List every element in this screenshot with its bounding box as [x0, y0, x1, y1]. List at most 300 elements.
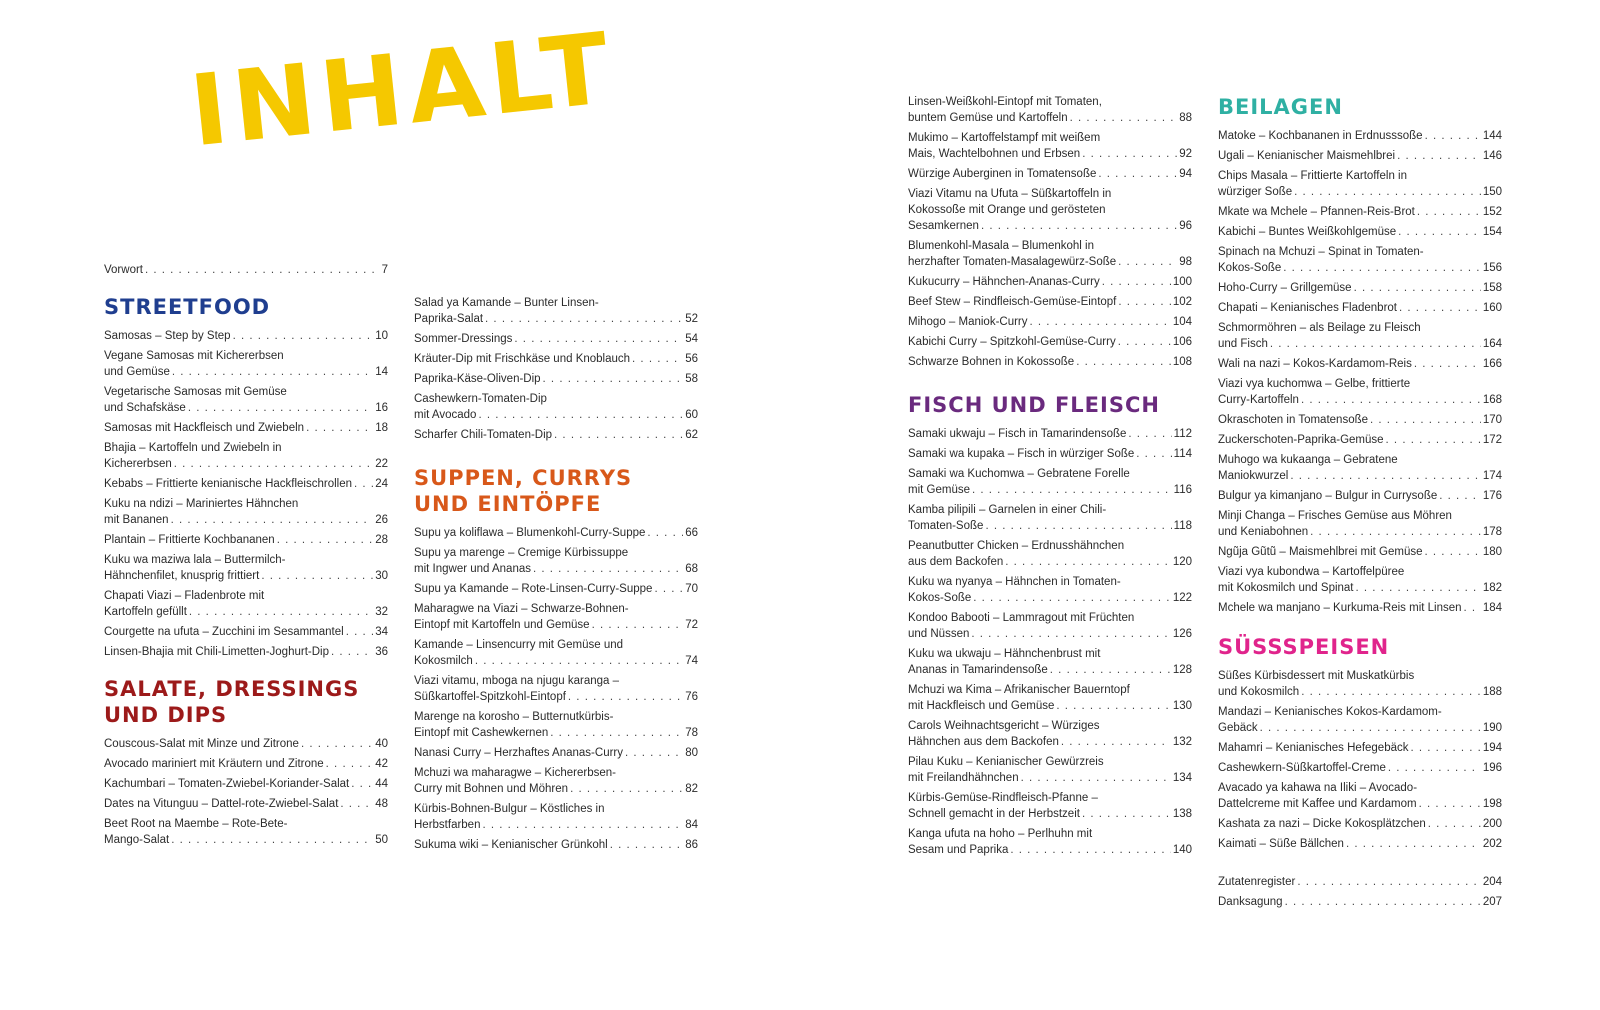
page-number: 132	[1172, 736, 1192, 748]
leader-dots	[972, 482, 1172, 498]
entry-title-line: Viazi vitamu, mboga na njugu karanga –	[414, 675, 620, 687]
toc-entry[interactable]	[1218, 452, 1502, 484]
heading-line-2: UND DIPS	[104, 703, 228, 727]
toc-entry[interactable]	[1218, 412, 1502, 428]
leader-dots	[1398, 224, 1481, 240]
entry-title-line: Beet Root na Maembe – Rote-Bete-	[104, 818, 288, 830]
entry-title: Zutatenregister	[1218, 876, 1296, 888]
leader-dots	[1270, 336, 1481, 352]
leader-dots	[482, 817, 683, 833]
toc-entry[interactable]	[1218, 816, 1502, 832]
section-salate	[104, 676, 388, 848]
leader-dots	[331, 644, 373, 660]
entry-title: Samosas mit Hackfleisch und Zwiebeln	[104, 422, 305, 434]
entry-title-line: Schmormöhren – als Beilage zu Fleisch	[1218, 322, 1421, 334]
section-heading-suess: SÜSSSPEISEN	[1218, 635, 1390, 659]
entry-list	[414, 295, 698, 443]
toc-entry[interactable]	[1218, 836, 1502, 852]
toc-entry[interactable]	[908, 754, 1192, 786]
toc-entry[interactable]	[414, 351, 698, 367]
entry-title: Kaimati – Süße Bällchen	[1218, 838, 1344, 850]
page-number: 134	[1172, 772, 1192, 784]
leader-dots	[1098, 166, 1177, 182]
entry-title-line: Mandazi – Kenianisches Kokos-Kardamom-	[1218, 706, 1442, 718]
toc-entry[interactable]	[1218, 668, 1502, 700]
toc-entry[interactable]	[908, 446, 1192, 462]
toc-entry[interactable]	[104, 588, 388, 620]
page-number: 96	[1179, 220, 1192, 232]
leader-dots	[985, 518, 1171, 534]
section-heading-beilagen: BEILAGEN	[1218, 95, 1343, 119]
page-number: 122	[1172, 592, 1192, 604]
leader-dots	[1439, 488, 1481, 504]
leader-dots	[171, 512, 374, 528]
page-number: 160	[1482, 302, 1502, 314]
entry-title: Sukuma wiki – Kenianischer Grünkohl	[414, 839, 608, 851]
entry-title-line: Kamba pilipili – Garnelen in einer Chili-	[908, 504, 1107, 516]
page-number: 168	[1482, 394, 1502, 406]
entry-title: Kokos-Soße	[1218, 262, 1282, 274]
toc-entry[interactable]	[414, 637, 698, 669]
entry-title-line: Mukimo – Kartoffelstampf mit weißem	[908, 132, 1101, 144]
entry-title: Courgette na ufuta – Zucchini im Sesammantel	[104, 626, 344, 638]
entry-title: Kichererbsen	[104, 458, 172, 470]
page-number: 94	[1179, 168, 1192, 180]
page-number: 36	[375, 646, 388, 658]
leader-dots	[1061, 734, 1171, 750]
toc-entry[interactable]	[104, 736, 388, 752]
section-suppen	[414, 465, 698, 853]
entry-title-line: Peanutbutter Chicken – Erdnusshähnchen	[908, 540, 1125, 552]
toc-entry[interactable]	[414, 331, 698, 347]
leader-dots	[1354, 280, 1481, 296]
page-number: 50	[375, 834, 388, 846]
entry-title: Samaki ukwaju – Fisch in Tamarindensoße	[908, 428, 1127, 440]
entry-title: mit Gemüse	[908, 484, 970, 496]
leader-dots	[1050, 662, 1171, 678]
entry-title: Nanasi Curry – Herzhaftes Ananas-Curry	[414, 747, 623, 759]
entry-title-line: Muhogo wa kukaanga – Gebratene	[1218, 454, 1398, 466]
entry-title: mit Avocado	[414, 409, 477, 421]
toc-entry[interactable]	[908, 718, 1192, 750]
toc-entry[interactable]	[908, 502, 1192, 534]
leader-dots	[1056, 698, 1170, 714]
entry-list	[908, 426, 1192, 858]
toc-entry[interactable]	[414, 581, 698, 597]
page-number: 52	[685, 313, 698, 325]
leader-dots	[1356, 580, 1481, 596]
entry-list	[1218, 874, 1502, 910]
entry-title: und Kokosmilch	[1218, 686, 1300, 698]
toc-entry[interactable]	[414, 545, 698, 577]
entry-title-line: Viazi vya kuchomwa – Gelbe, frittierte	[1218, 378, 1411, 390]
section-fisch	[908, 392, 1192, 858]
leader-dots	[354, 476, 373, 492]
entry-title: mit Freilandhähnchen	[908, 772, 1019, 784]
entry-title: und Gemüse	[104, 366, 170, 378]
entry-title: Linsen-Bhajia mit Chili-Limetten-Joghurt-Dip	[104, 646, 329, 658]
entry-title-line: Kokossoße mit Orange und gerösteten	[908, 204, 1106, 216]
toc-entry[interactable]	[104, 384, 388, 416]
toc-entry[interactable]	[104, 776, 388, 792]
toc-entry[interactable]	[104, 816, 388, 848]
toc-entry[interactable]	[1218, 740, 1502, 756]
entry-title: Okraschoten in Tomatensoße	[1218, 414, 1369, 426]
toc-entry[interactable]	[1218, 780, 1502, 812]
toc-entry[interactable]	[104, 476, 388, 492]
toc-entry[interactable]	[908, 294, 1192, 310]
leader-dots	[1425, 544, 1481, 560]
entry-title: Paprika-Salat	[414, 313, 484, 325]
section-heading-salate	[104, 676, 388, 728]
entry-title: Kukucurry – Hähnchen-Ananas-Curry	[908, 276, 1100, 288]
toc-entry[interactable]	[104, 552, 388, 584]
leader-dots	[174, 456, 373, 472]
entry-list	[1218, 128, 1502, 616]
leader-dots	[1290, 468, 1481, 484]
toc-entry[interactable]	[414, 709, 698, 741]
entry-title: Curry mit Bohnen und Möhren	[414, 783, 569, 795]
entry-title: Plantain – Frittierte Kochbananen	[104, 534, 275, 546]
entry-title: buntem Gemüse und Kartoffeln	[908, 112, 1068, 124]
toc-entry[interactable]	[908, 826, 1192, 858]
page-number: 88	[1179, 112, 1192, 124]
leader-dots	[981, 218, 1177, 234]
leader-dots	[172, 364, 373, 380]
toc-entry[interactable]	[414, 391, 698, 423]
toc-entry[interactable]	[1218, 244, 1502, 276]
page-title: INHALT	[185, 11, 621, 170]
leader-dots	[1370, 412, 1481, 428]
page-number: 200	[1482, 818, 1502, 830]
page-number: 58	[685, 373, 698, 385]
entry-title-line: Chapati Viazi – Fladenbrote mit	[104, 590, 265, 602]
toc-entry[interactable]	[104, 348, 388, 380]
leader-dots	[1386, 432, 1481, 448]
toc-entry[interactable]	[104, 420, 388, 436]
entry-title: mit Bananen	[104, 514, 169, 526]
toc-entry[interactable]	[104, 796, 388, 812]
entry-title: Hähnchen aus dem Backofen	[908, 736, 1059, 748]
toc-entry[interactable]	[104, 756, 388, 772]
toc-entry[interactable]	[414, 601, 698, 633]
toc-entry[interactable]	[908, 466, 1192, 498]
leader-dots	[1118, 334, 1171, 350]
section-heading-streetfood: STREETFOOD	[104, 295, 271, 319]
leader-dots	[1297, 874, 1480, 890]
toc-entry[interactable]	[104, 328, 388, 344]
entry-title-line: Kürbis-Gemüse-Rindfleisch-Pfanne –	[908, 792, 1098, 804]
heading-line-1: SUPPEN, CURRYS	[414, 466, 633, 490]
toc-entry[interactable]	[414, 801, 698, 833]
toc-entry[interactable]	[1218, 564, 1502, 596]
toc-entry[interactable]	[1218, 760, 1502, 776]
page-number: 32	[375, 606, 388, 618]
leader-dots	[478, 407, 683, 423]
leader-dots	[1285, 894, 1481, 910]
entry-title-line: Viazi Vitamu na Ufuta – Süßkartoffeln in	[908, 188, 1112, 200]
heading-line-2: UND EINTÖPFE	[414, 492, 602, 516]
entry-title: Matoke – Kochbananen in Erdnusssoße	[1218, 130, 1423, 142]
leader-dots	[189, 604, 373, 620]
page-number: 170	[1482, 414, 1502, 426]
toc-entry[interactable]	[414, 525, 698, 541]
toc-entry[interactable]	[414, 427, 698, 443]
toc-entry[interactable]	[908, 682, 1192, 714]
toc-entry[interactable]	[414, 295, 698, 327]
leader-dots	[1005, 554, 1171, 570]
toc-entry[interactable]	[908, 274, 1192, 290]
page-number: 126	[1172, 628, 1192, 640]
entry-title: Kokos-Soße	[908, 592, 972, 604]
page-number: 48	[375, 798, 388, 810]
page-number: 118	[1173, 520, 1192, 532]
leader-dots	[1397, 148, 1481, 164]
toc-entry[interactable]	[908, 574, 1192, 606]
leader-dots	[1417, 204, 1481, 220]
page-number: 188	[1482, 686, 1502, 698]
page-number: 78	[685, 727, 698, 739]
toc-entry[interactable]	[908, 94, 1192, 126]
leader-dots	[971, 626, 1170, 642]
entry-title-line: Viazi vya kubondwa – Kartoffelpüree	[1218, 566, 1405, 578]
toc-entry[interactable]	[1218, 704, 1502, 736]
entry-title: Mkate wa Mchele – Pfannen-Reis-Brot	[1218, 206, 1415, 218]
page-number: 152	[1482, 206, 1502, 218]
page-number: 104	[1172, 316, 1192, 328]
toc-entry-vorwort[interactable]	[104, 262, 388, 278]
entry-title-line: Pilau Kuku – Kenianischer Gewürzreis	[908, 756, 1104, 768]
leader-dots	[340, 796, 373, 812]
entry-title: und Schafskäse	[104, 402, 186, 414]
entry-title: Couscous-Salat mit Minze und Zitrone	[104, 738, 299, 750]
entry-title: mit Kokosmilch und Spinat	[1218, 582, 1354, 594]
entry-title: Kabichi Curry – Spitzkohl-Gemüse-Curry	[908, 336, 1116, 348]
toc-entry[interactable]	[1218, 894, 1502, 910]
entry-title-line: Süßes Kürbisdessert mit Muskatkürbis	[1218, 670, 1415, 682]
entry-list	[1218, 668, 1502, 852]
toc-entry[interactable]	[1218, 128, 1502, 144]
leader-dots	[1283, 260, 1481, 276]
page-number: 34	[375, 626, 388, 638]
page-number: 180	[1482, 546, 1502, 558]
page-number: 92	[1179, 148, 1192, 160]
page-number: 70	[685, 583, 698, 595]
leader-dots	[1419, 796, 1481, 812]
leader-dots	[1010, 842, 1170, 858]
page-number: 184	[1482, 602, 1502, 614]
toc-entry[interactable]	[104, 496, 388, 528]
page-number: 196	[1482, 762, 1502, 774]
page-number: 144	[1482, 130, 1502, 142]
entry-list	[104, 328, 388, 660]
toc-entry[interactable]	[908, 130, 1192, 162]
entry-title: Eintopf mit Kartoffeln und Gemüse	[414, 619, 590, 631]
entry-title: Sesam und Paprika	[908, 844, 1009, 856]
entry-title-line: Supu ya marenge – Cremige Kürbissuppe	[414, 547, 629, 559]
entry-title: herzhafter Tomaten-Masalagewürz-Soße	[908, 256, 1117, 268]
toc-entry[interactable]	[908, 538, 1192, 570]
leader-dots	[654, 581, 683, 597]
toc-entry[interactable]	[414, 371, 698, 387]
entry-title: Supu ya koliflawa – Blumenkohl-Curry-Suppe	[414, 527, 646, 539]
toc-entry[interactable]	[414, 745, 698, 761]
page-number: 166	[1482, 358, 1502, 370]
page-number: 54	[685, 333, 698, 345]
toc-entry[interactable]	[908, 354, 1192, 370]
section-appendix	[1218, 874, 1502, 910]
entry-title: mit Ingwer und Ananas	[414, 563, 531, 575]
entry-title-line: Minji Changa – Frisches Gemüse aus Möhren	[1218, 510, 1452, 522]
leader-dots	[1425, 128, 1481, 144]
toc-entry[interactable]	[1218, 320, 1502, 352]
toc-entry[interactable]	[1218, 224, 1502, 240]
entry-title: Zuckerschoten-Paprika-Gemüse	[1218, 434, 1384, 446]
entry-title: Kashata za nazi – Dicke Kokosplätzchen	[1218, 818, 1426, 830]
toc-entry[interactable]	[1218, 300, 1502, 316]
toc-entry[interactable]	[1218, 488, 1502, 504]
page-number: 194	[1482, 742, 1502, 754]
page-number: 182	[1482, 582, 1502, 594]
toc-entry[interactable]	[908, 610, 1192, 642]
entry-title-line: Kürbis-Bohnen-Bulgur – Köstliches in	[414, 803, 605, 815]
entry-title-line: Salad ya Kamande – Bunter Linsen-	[414, 297, 599, 309]
toc-entry[interactable]	[908, 790, 1192, 822]
leader-dots	[543, 371, 684, 387]
page-number: 10	[375, 330, 388, 342]
toc-entry[interactable]	[1218, 376, 1502, 408]
page-number: 156	[1482, 262, 1502, 274]
toc-entry[interactable]	[1218, 356, 1502, 372]
toc-entry[interactable]	[908, 238, 1192, 270]
toc-entry[interactable]	[908, 646, 1192, 678]
entry-title-line: Bhajia – Kartoffeln und Zwiebeln in	[104, 442, 282, 454]
leader-dots	[1399, 300, 1481, 316]
entry-list	[414, 525, 698, 853]
toc-entry[interactable]	[908, 166, 1192, 182]
leader-dots	[188, 400, 373, 416]
page-number: 116	[1173, 484, 1192, 496]
toc-entry[interactable]	[104, 624, 388, 640]
leader-dots	[171, 832, 373, 848]
toc-entry[interactable]	[414, 673, 698, 705]
toc-entry[interactable]	[1218, 600, 1502, 616]
entry-title: Sommer-Dressings	[414, 333, 513, 345]
toc-entry[interactable]	[1218, 508, 1502, 540]
toc-entry[interactable]	[908, 314, 1192, 330]
leader-dots	[1021, 770, 1171, 786]
page-number: 150	[1482, 186, 1502, 198]
page-number: 74	[685, 655, 698, 667]
leader-dots	[1301, 684, 1481, 700]
entry-title: Samaki wa kupaka – Fisch in würziger Soße	[908, 448, 1135, 460]
entry-title: Wali na nazi – Kokos-Kardamom-Reis	[1218, 358, 1412, 370]
entry-title-line: Kuku wa nyanya – Hähnchen in Tomaten-	[908, 576, 1121, 588]
toc-entry[interactable]	[1218, 280, 1502, 296]
entry-title-line: Blumenkohl-Masala – Blumenkohl in	[908, 240, 1095, 252]
leader-dots	[1102, 274, 1171, 290]
leader-dots	[533, 561, 683, 577]
leader-dots	[1136, 446, 1171, 462]
toc-entry[interactable]	[1218, 432, 1502, 448]
toc-entry[interactable]	[1218, 544, 1502, 560]
leader-dots	[1294, 184, 1481, 200]
toc-entry[interactable]	[1218, 168, 1502, 200]
page-number: 138	[1172, 808, 1192, 820]
page-number: 112	[1173, 428, 1192, 440]
leader-dots	[1464, 600, 1481, 616]
toc-entry[interactable]	[908, 186, 1192, 234]
entry-title: Samosas – Step by Step	[104, 330, 231, 342]
page-number: 26	[375, 514, 388, 526]
leader-dots	[1118, 294, 1170, 310]
leader-dots	[351, 776, 373, 792]
page-number: 16	[375, 402, 388, 414]
entry-title: Mahamri – Kenianisches Hefegebäck	[1218, 742, 1409, 754]
section-heading-fisch: FISCH UND FLEISCH	[908, 393, 1160, 417]
entry-title: Maniokwurzel	[1218, 470, 1289, 482]
entry-title: Tomaten-Soße	[908, 520, 984, 532]
page-number: 30	[375, 570, 388, 582]
leader-dots	[1082, 146, 1177, 162]
toc-entry[interactable]	[414, 765, 698, 797]
toc-entry[interactable]	[1218, 874, 1502, 890]
entry-title-line: Vegetarische Samosas mit Gemüse	[104, 386, 287, 398]
leader-dots	[1414, 356, 1481, 372]
entry-title-line: Carols Weihnachtsgericht – Würziges	[908, 720, 1100, 732]
leader-dots	[1388, 760, 1481, 776]
leader-dots	[475, 653, 683, 669]
toc-entry[interactable]	[908, 426, 1192, 442]
toc-entry[interactable]	[104, 532, 388, 548]
page-number: 158	[1482, 282, 1502, 294]
page-number: 164	[1482, 338, 1502, 350]
toc-column-4	[1218, 94, 1502, 914]
toc-entry[interactable]	[1218, 204, 1502, 220]
entry-title: Süßkartoffel-Spitzkohl-Eintopf	[414, 691, 566, 703]
entry-list	[908, 94, 1192, 370]
entry-title: Bulgur ya kimanjano – Bulgur in Currysoße	[1218, 490, 1438, 502]
leader-dots	[277, 532, 374, 548]
entry-title: Kabichi – Buntes Weißkohlgemüse	[1218, 226, 1397, 238]
leader-dots	[1310, 524, 1481, 540]
entry-title-line: Mchuzi wa Kima – Afrikanischer Bauerntopf	[908, 684, 1130, 696]
leader-dots	[1260, 720, 1481, 736]
toc-entry[interactable]	[908, 334, 1192, 350]
page-number: 62	[685, 429, 698, 441]
page-number: 82	[685, 783, 698, 795]
toc-column-1	[104, 262, 388, 852]
page-number: 66	[685, 527, 698, 539]
entry-title: Kachumbari – Tomaten-Zwiebel-Koriander-Salat	[104, 778, 350, 790]
entry-title: Kartoffeln gefüllt	[104, 606, 187, 618]
page-number: 56	[685, 353, 698, 365]
page-number: 146	[1482, 150, 1502, 162]
entry-title-line: Kamande – Linsencurry mit Gemüse und	[414, 639, 624, 651]
entry-title: Ananas in Tamarindensoße	[908, 664, 1048, 676]
leader-dots	[261, 568, 373, 584]
toc-entry[interactable]	[414, 837, 698, 853]
leader-dots	[1118, 254, 1177, 270]
entry-title-line: Spinach na Mchuzi – Spinat in Tomaten-	[1218, 246, 1424, 258]
toc-entry[interactable]	[104, 440, 388, 472]
toc-entry[interactable]	[1218, 148, 1502, 164]
leader-dots	[1070, 110, 1178, 126]
page-number: 108	[1172, 356, 1192, 368]
toc-entry[interactable]	[104, 644, 388, 660]
entry-title: Supu ya Kamande – Rote-Linsen-Curry-Suppe	[414, 583, 653, 595]
leader-dots	[346, 624, 374, 640]
